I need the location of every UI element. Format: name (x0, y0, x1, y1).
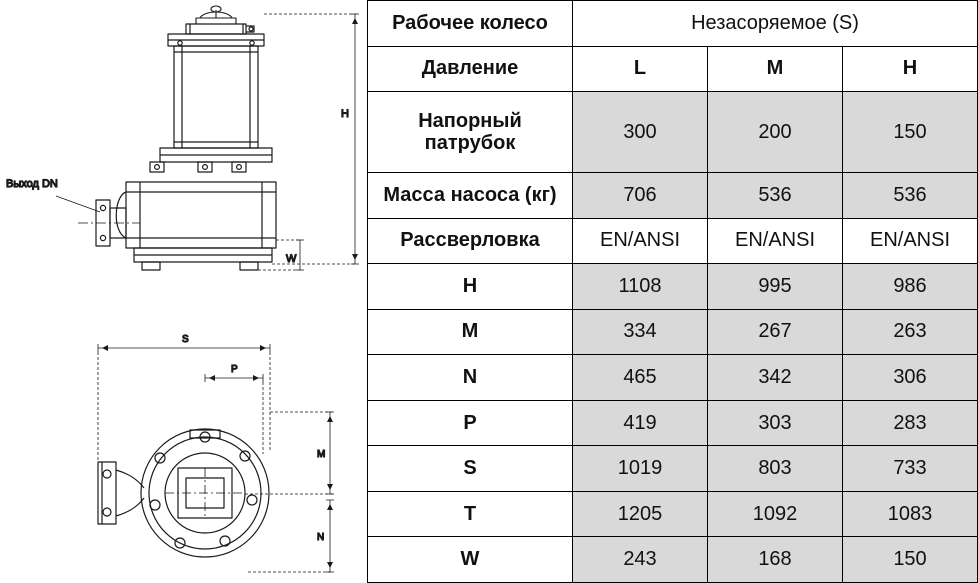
pressure-class-h: H (843, 46, 978, 92)
dim-s-m: 803 (708, 446, 843, 492)
drilling-h: EN/ANSI (843, 218, 978, 264)
dim-n-l: 465 (573, 355, 708, 401)
dim-h-l: 1108 (573, 264, 708, 310)
row-label-dim-m: M (368, 309, 573, 355)
table-row (368, 46, 978, 92)
table-row (368, 173, 978, 219)
dim-s-h: 733 (843, 446, 978, 492)
dim-w-l: 243 (573, 537, 708, 583)
dim-w-h: 150 (843, 537, 978, 583)
discharge-branch-h: 150 (843, 92, 978, 173)
table-row (368, 309, 978, 355)
pump-mass-h: 536 (843, 173, 978, 219)
row-label-dim-w: W (368, 537, 573, 583)
dim-p-h: 283 (843, 400, 978, 446)
pressure-class-m: M (708, 46, 843, 92)
dim-m-h: 263 (843, 309, 978, 355)
dim-p-m: 303 (708, 400, 843, 446)
row-label-pump-mass: Масса насоса (кг) (368, 173, 573, 219)
dim-h-h: 986 (843, 264, 978, 310)
row-label-impeller: Рабочее колесо (368, 1, 573, 47)
impeller-type-value: Незасоряемое (S) (573, 1, 978, 47)
table-row (368, 446, 978, 492)
discharge-branch-l: 300 (573, 92, 708, 173)
dim-n-m: 342 (708, 355, 843, 401)
dim-n-h: 306 (843, 355, 978, 401)
table-row (368, 264, 978, 310)
dimension-s-label: S (182, 334, 189, 345)
pump-mass-m: 536 (708, 173, 843, 219)
dim-w-m: 168 (708, 537, 843, 583)
dimension-w-label: W (286, 253, 297, 265)
pump-drawings-panel (0, 0, 367, 583)
pump-specification-table (367, 0, 978, 583)
row-label-dim-n: N (368, 355, 573, 401)
dim-m-l: 334 (573, 309, 708, 355)
dimension-p-label: P (231, 364, 238, 375)
specification-table-panel (367, 0, 978, 583)
dim-m-m: 267 (708, 309, 843, 355)
table-row (368, 355, 978, 401)
row-label-pressure: Давление (368, 46, 573, 92)
row-label-drilling: Рассверловка (368, 218, 573, 264)
dim-t-h: 1083 (843, 491, 978, 537)
dimension-m-label: M (317, 449, 326, 460)
row-label-dim-s: S (368, 446, 573, 492)
dimension-n-label: N (317, 532, 325, 543)
pressure-class-l: L (573, 46, 708, 92)
row-label-discharge-branch: Напорный патрубок (368, 92, 573, 173)
dim-p-l: 419 (573, 400, 708, 446)
dim-t-l: 1205 (573, 491, 708, 537)
table-row (368, 92, 978, 173)
callout-outlet-dn-label: Выход DN (6, 178, 58, 190)
row-label-dim-p: P (368, 400, 573, 446)
table-row (368, 400, 978, 446)
table-row (368, 218, 978, 264)
pump-mass-l: 706 (573, 173, 708, 219)
row-label-dim-t: T (368, 491, 573, 537)
table-row (368, 537, 978, 583)
drilling-m: EN/ANSI (708, 218, 843, 264)
dimension-h-label: H (341, 108, 349, 120)
drilling-l: EN/ANSI (573, 218, 708, 264)
table-row (368, 1, 978, 47)
row-label-dim-h: H (368, 264, 573, 310)
dim-h-m: 995 (708, 264, 843, 310)
dim-t-m: 1092 (708, 491, 843, 537)
dim-s-l: 1019 (573, 446, 708, 492)
table-row (368, 491, 978, 537)
discharge-branch-m: 200 (708, 92, 843, 173)
